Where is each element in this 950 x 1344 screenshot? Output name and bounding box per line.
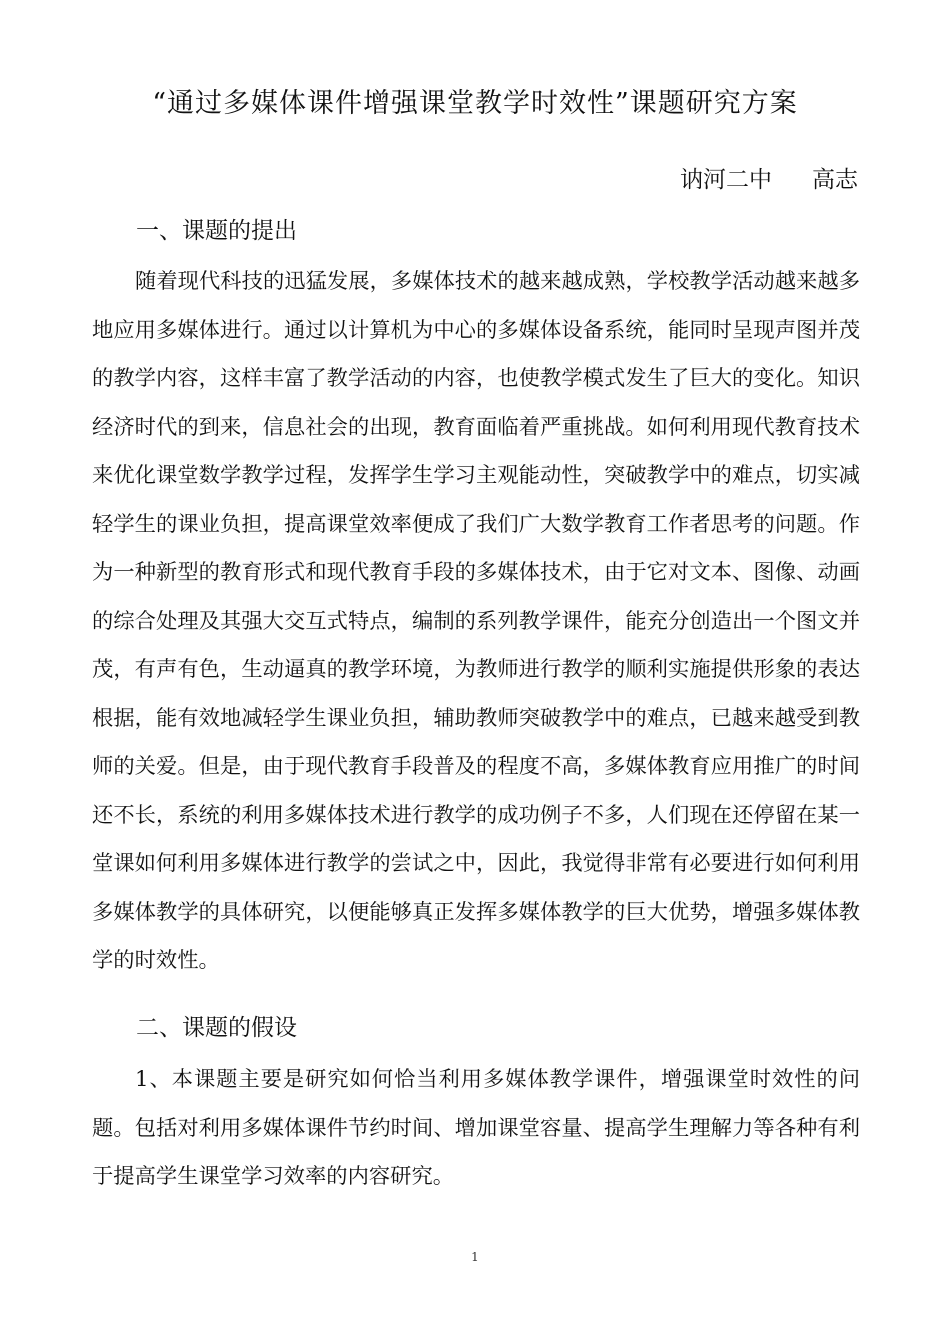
author-line (680, 162, 858, 198)
author-school: 讷河二中 (680, 167, 772, 193)
author-name: 高志 (812, 167, 858, 193)
page-number: 1 (471, 1250, 479, 1264)
document-title: “通过多媒体课件增强课堂教学时效性”课题研究方案 (152, 88, 798, 119)
section-heading-1: 一、课题的提出 (136, 218, 297, 244)
section-heading-2: 二、课题的假设 (136, 1015, 297, 1041)
section-1-paragraph-1: 随着现代科技的迅猛发展，多媒体技术的越来越成熟，学校教学活动越来越多地应用多媒体进行。通过以计算机为中心的多媒体设备系统，能同时呈现声图并茂的教学内容，这样丰富了教学活动的内容，也使教学模式发生了巨大的变化。知识经济时代的到来，信息社会的出现，教育面临着严重挑战。如何利用现代教育技术来优化课堂数学教学过程，发挥学生学习主观能动性，突破教学中的难点，切实减轻学生的课业负担，提高课堂效率便成了我们广大数学教育工作者思考的问题。作为一种新型的教育形式和现代教育手段的多媒体技术，由于它对文本、图像、动画的综合处理及其强大交互式特点，编制的系列教学课件，能充分创造出一个图文并茂，有声有色，生动逼真的教学环境，为教师进行教学的顺利实施提供形象的表达根据，能有效地减轻学生课业负担，辅助教师突破教学中的难点，已越来越受到教师的关爱。但是，由于现代教育手段普及的程度不高，多媒体教育应用推广的时间还不长，系统的利用多媒体技术进行教学的成功例子不多，人们现在还停留在某一堂课如何利用多媒体进行教学的尝试之中，因此，我觉得非常有必要进行如何利用多媒体教学的具体研究，以便能够真正发挥多媒体教学的巨大优势，增强多媒体教学的时效性。 (92, 269, 860, 973)
section-2-paragraph-1: 1、本课题主要是研究如何恰当利用多媒体教学课件，增强课堂时效性的问题。包括对利用多媒体课件节约时间、增加课堂容量、提高学生理解力等各种有利于提高学生课堂学习效率的内容研究。 (92, 1067, 860, 1189)
